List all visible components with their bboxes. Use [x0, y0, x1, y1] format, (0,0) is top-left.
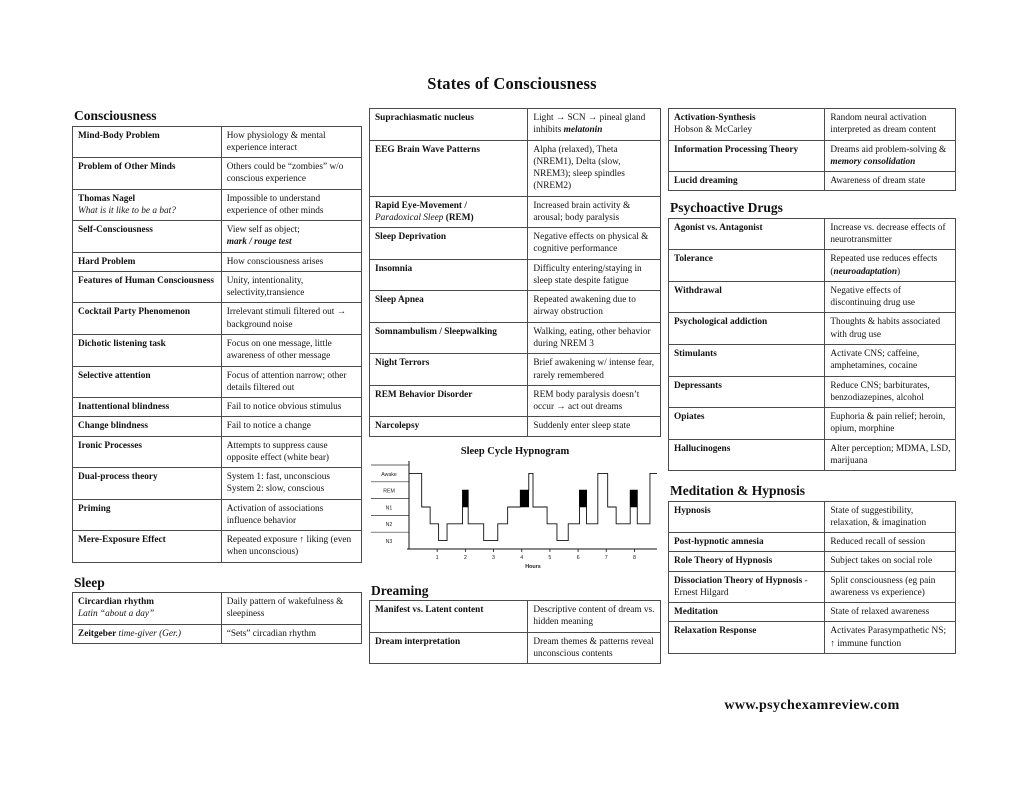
table-row — [73, 468, 362, 500]
x-axis-tick-label: 3 — [492, 554, 496, 561]
row-definition: Repeated exposure ↑ liking (even when unconscious) — [221, 531, 361, 563]
table-row — [370, 109, 661, 141]
table-dreaming — [369, 600, 661, 664]
row-term: Cocktail Party Phenomenon — [73, 303, 222, 335]
row-term: Sleep Deprivation — [370, 228, 528, 260]
row-definition: Negative effects on physical & cognitive performance — [528, 228, 661, 260]
row-definition: Impossible to understand experience of other minds — [221, 189, 361, 221]
row-term: Rapid Eye-Movement / Paradoxical Sleep (REM) — [370, 196, 528, 228]
row-definition: Unity, intentionality, selectivity,transience — [221, 271, 361, 303]
row-term: Features of Human Consciousness — [73, 271, 222, 303]
row-definition: Difficulty entering/staying in sleep state despite fatigue — [528, 259, 661, 291]
row-term: Selective attention — [73, 366, 222, 398]
row-definition: State of relaxed awareness — [825, 603, 956, 622]
table-row — [73, 252, 362, 271]
row-definition: Attempts to suppress cause opposite effect (white bear) — [221, 436, 361, 468]
row-definition: Others could be “zombies” w/o conscious experience — [221, 158, 361, 190]
row-definition: Fail to notice a change — [221, 417, 361, 436]
table-sleep-detail — [369, 108, 661, 437]
row-definition-emphasis: melatonin — [563, 125, 603, 136]
row-term: Inattentional blindness — [73, 398, 222, 417]
table-row — [669, 533, 956, 552]
x-axis-tick-label: 6 — [576, 554, 580, 561]
section-heading-psychoactive-drugs: Psychoactive Drugs — [670, 200, 783, 216]
row-term: Hallucinogens — [669, 439, 825, 471]
row-definition: Alpha (relaxed), Theta (NREM1), Delta (slow, NREM3); sleep spindles (NREM2) — [528, 140, 661, 196]
table-row — [370, 322, 661, 354]
column-left — [72, 108, 362, 656]
table-row — [669, 501, 956, 533]
table-row — [669, 109, 956, 141]
row-definition: Reduce CNS; barbiturates, benzodiazepines, alcohol — [825, 376, 956, 408]
page-title: States of Consciousness — [427, 74, 597, 93]
row-term: Opiates — [669, 408, 825, 440]
row-term: Self-Consciousness — [73, 221, 222, 253]
row-term: Manifest vs. Latent content — [370, 601, 528, 633]
section-sleep — [72, 575, 362, 644]
table-row — [370, 385, 661, 417]
row-definition: Repeated use reduces effects (neuroadaptation) — [825, 250, 956, 282]
section-heading-dreaming: Dreaming — [371, 582, 429, 598]
section-heading-sleep: Sleep — [74, 574, 105, 590]
x-axis-tick-label: 1 — [435, 554, 439, 561]
row-term: Circardian rhythm Latin “about a day” — [73, 593, 222, 625]
row-definition: Focus of attention narrow; other details filtered out — [221, 366, 361, 398]
row-term: Hypnosis — [669, 501, 825, 533]
row-definition: State of suggestibility, relaxation, & imagination — [825, 501, 956, 533]
row-definition: Activation of associations influence behavior — [221, 499, 361, 531]
row-definition: How physiology & mental experience interact — [221, 126, 361, 158]
row-definition: Focus on one message, little awareness of other message — [221, 334, 361, 366]
x-axis-tick-label: 4 — [520, 554, 524, 561]
row-term: Zeitgeber time-giver (Ger.) — [73, 624, 222, 643]
table-row — [73, 189, 362, 221]
row-definition: “Sets” circadian rhythm — [221, 624, 361, 643]
table-row — [73, 126, 362, 158]
section-dream-theories — [668, 108, 956, 191]
section-sleep-detail — [369, 108, 661, 437]
row-term: Mind-Body Problem — [73, 126, 222, 158]
hypnogram-trace — [409, 473, 657, 540]
column-middle — [369, 108, 661, 676]
row-term: Night Terrors — [370, 354, 528, 386]
table-row — [73, 398, 362, 417]
table-row — [669, 408, 956, 440]
table-row — [73, 499, 362, 531]
row-definition: Increase vs. decrease effects of neurotransmitter — [825, 218, 956, 250]
table-row — [370, 354, 661, 386]
row-definition: Light → SCN → pineal gland inhibits melatonin — [528, 109, 661, 141]
row-term-author: - Ernest Hilgard — [674, 575, 808, 598]
table-dream-theories — [668, 108, 956, 191]
table-row — [370, 291, 661, 323]
row-term-author: Hobson & McCarley — [674, 125, 752, 136]
rem-episode-bar — [630, 490, 637, 507]
row-term: Agonist vs. Antagonist — [669, 218, 825, 250]
row-definition: Descriptive content of dream vs. hidden meaning — [528, 601, 661, 633]
table-row — [669, 552, 956, 571]
row-term: Information Processing Theory — [669, 140, 825, 172]
row-definition: Increased brain activity & arousal; body paralysis — [528, 196, 661, 228]
row-term: Dream interpretation — [370, 632, 528, 664]
row-term: Dichotic listening task — [73, 334, 222, 366]
row-definition: Euphoria & pain relief; heroin, opium, morphine — [825, 408, 956, 440]
table-psychoactive-drugs — [668, 218, 956, 471]
row-definition: Subject takes on social role — [825, 552, 956, 571]
chart-plot-area — [369, 459, 661, 571]
row-term: Role Theory of Hypnosis — [669, 552, 825, 571]
row-definition: Reduced recall of session — [825, 533, 956, 552]
row-term: Problem of Other Minds — [73, 158, 222, 190]
row-definition: Activate CNS; caffeine, amphetamines, cocaine — [825, 344, 956, 376]
rem-episode-bar — [580, 490, 587, 507]
row-definition: How consciousness arises — [221, 252, 361, 271]
table-row — [669, 250, 956, 282]
row-term: Ironic Processes — [73, 436, 222, 468]
table-row — [669, 571, 956, 603]
x-axis-title: Hours — [525, 563, 541, 570]
row-definition: Negative effects of discontinuing drug use — [825, 281, 956, 313]
hypnogram-chart — [369, 446, 661, 571]
row-term: Dual-process theory — [73, 468, 222, 500]
table-row — [73, 366, 362, 398]
row-definition: Thoughts & habits associated with drug use — [825, 313, 956, 345]
row-definition: Suddenly enter sleep state — [528, 417, 661, 436]
hypnogram-svg — [369, 459, 661, 571]
table-row — [73, 417, 362, 436]
row-term: Priming — [73, 499, 222, 531]
table-row — [370, 196, 661, 228]
row-definition-subtitle: mark / rouge test — [226, 237, 292, 248]
row-term: REM Behavior Disorder — [370, 385, 528, 417]
column-right — [668, 108, 956, 666]
table-meditation-hypnosis — [668, 501, 956, 654]
row-term: Post-hypnotic amnesia — [669, 533, 825, 552]
rem-episode-bar — [463, 490, 469, 507]
row-term-bold: (REM) — [443, 212, 474, 223]
row-definition: View self as object; mark / rouge test — [221, 221, 361, 253]
row-term-subtitle: What is it like to be a bat? — [78, 205, 176, 216]
row-term: Change blindness — [73, 417, 222, 436]
table-row — [73, 593, 362, 625]
rem-episode-bar — [520, 490, 528, 507]
y-axis-label: N1 — [385, 504, 393, 511]
row-term: Relaxation Response — [669, 622, 825, 654]
table-row — [370, 259, 661, 291]
x-axis-tick-label: 8 — [632, 554, 636, 561]
table-row — [73, 221, 362, 253]
table-row — [73, 303, 362, 335]
table-row — [370, 601, 661, 633]
row-definition: Activates Parasympathetic NS; ↑ immune function — [825, 622, 956, 654]
table-row — [669, 603, 956, 622]
row-term: Withdrawal — [669, 281, 825, 313]
row-term: Meditation — [669, 603, 825, 622]
row-term: Mere-Exposure Effect — [73, 531, 222, 563]
row-definition: Random neural activation interpreted as dream content — [825, 109, 956, 141]
row-definition: Alter perception; MDMA, LSD, marijuana — [825, 439, 956, 471]
row-definition: REM body paralysis doesn’t occur → act out dreams — [528, 385, 661, 417]
row-definition: Repeated awakening due to airway obstruction — [528, 291, 661, 323]
row-term: Sleep Apnea — [370, 291, 528, 323]
table-row — [370, 417, 661, 436]
row-term: Thomas Nagel What is it like to be a bat? — [73, 189, 222, 221]
row-term: Somnambulism / Sleepwalking — [370, 322, 528, 354]
table-row — [370, 228, 661, 260]
row-term: EEG Brain Wave Patterns — [370, 140, 528, 196]
row-definition: System 1: fast, unconscious System 2: slow, conscious — [221, 468, 361, 500]
y-axis-label: N3 — [385, 538, 393, 545]
row-term: Hard Problem — [73, 252, 222, 271]
section-heading-consciousness: Consciousness — [74, 108, 157, 123]
row-term-inline-note: time-giver (Ger.) — [116, 628, 182, 639]
table-row — [669, 376, 956, 408]
x-axis-tick-label: 2 — [463, 554, 467, 561]
footer-website-url: www.psychexamreview.com — [724, 698, 900, 713]
section-psychoactive-drugs — [668, 200, 956, 471]
table-row — [669, 439, 956, 471]
row-term-italic: Paradoxical Sleep — [375, 212, 444, 223]
y-axis-label: N2 — [385, 521, 393, 528]
row-term: Stimulants — [669, 344, 825, 376]
table-row — [669, 313, 956, 345]
y-axis-label: REM — [383, 488, 395, 495]
section-meditation-hypnosis — [668, 483, 956, 654]
row-definition: Dreams aid problem-solving & memory consolidation — [825, 140, 956, 172]
table-consciousness — [72, 126, 362, 563]
section-heading-meditation-hypnosis: Meditation & Hypnosis — [670, 483, 806, 499]
row-definition-emphasis: neuroadaptation — [833, 266, 898, 277]
row-definition: Irrelevant stimuli filtered out → background noise — [221, 303, 361, 335]
table-row — [370, 632, 661, 664]
section-consciousness — [72, 108, 362, 563]
row-term: Insomnia — [370, 259, 528, 291]
table-row — [370, 140, 661, 196]
row-definition-emphasis: memory consolidation — [830, 156, 916, 167]
row-term: Narcolepsy — [370, 417, 528, 436]
table-row — [669, 622, 956, 654]
chart-title: Sleep Cycle Hypnogram — [460, 445, 570, 457]
table-row — [73, 271, 362, 303]
table-row — [73, 436, 362, 468]
table-row — [669, 218, 956, 250]
row-term: Lucid dreaming — [669, 172, 825, 191]
y-axis-label: Awake — [381, 471, 397, 478]
row-term-subtitle: Latin “about a day” — [78, 609, 155, 620]
row-definition: Split consciousness (eg pain awareness vs experience) — [825, 571, 956, 603]
row-definition: Fail to notice obvious stimulus — [221, 398, 361, 417]
row-term: Tolerance — [669, 250, 825, 282]
row-term: Activation-Synthesis Hobson & McCarley — [669, 109, 825, 141]
table-row — [73, 531, 362, 563]
x-axis-tick-label: 7 — [604, 554, 608, 561]
row-term: Suprachiasmatic nucleus — [370, 109, 528, 141]
row-definition: Daily pattern of wakefulness & sleepiness — [221, 593, 361, 625]
table-row — [73, 624, 362, 643]
row-definition: Brief awakening w/ intense fear, rarely remembered — [528, 354, 661, 386]
row-definition: Awareness of dream state — [825, 172, 956, 191]
x-axis-tick-label: 5 — [548, 554, 552, 561]
table-row — [73, 158, 362, 190]
row-term: Depressants — [669, 376, 825, 408]
table-row — [669, 281, 956, 313]
section-dreaming — [369, 583, 661, 665]
table-row — [73, 334, 362, 366]
row-definition: Walking, eating, other behavior during NREM 3 — [528, 322, 661, 354]
table-row — [669, 172, 956, 191]
table-row — [669, 140, 956, 172]
table-sleep — [72, 592, 362, 644]
row-term: Dissociation Theory of Hypnosis - Ernest Hilgard — [669, 571, 825, 603]
row-definition: Dream themes & patterns reveal unconscious contents — [528, 632, 661, 664]
table-row — [669, 344, 956, 376]
row-term: Psychological addiction — [669, 313, 825, 345]
